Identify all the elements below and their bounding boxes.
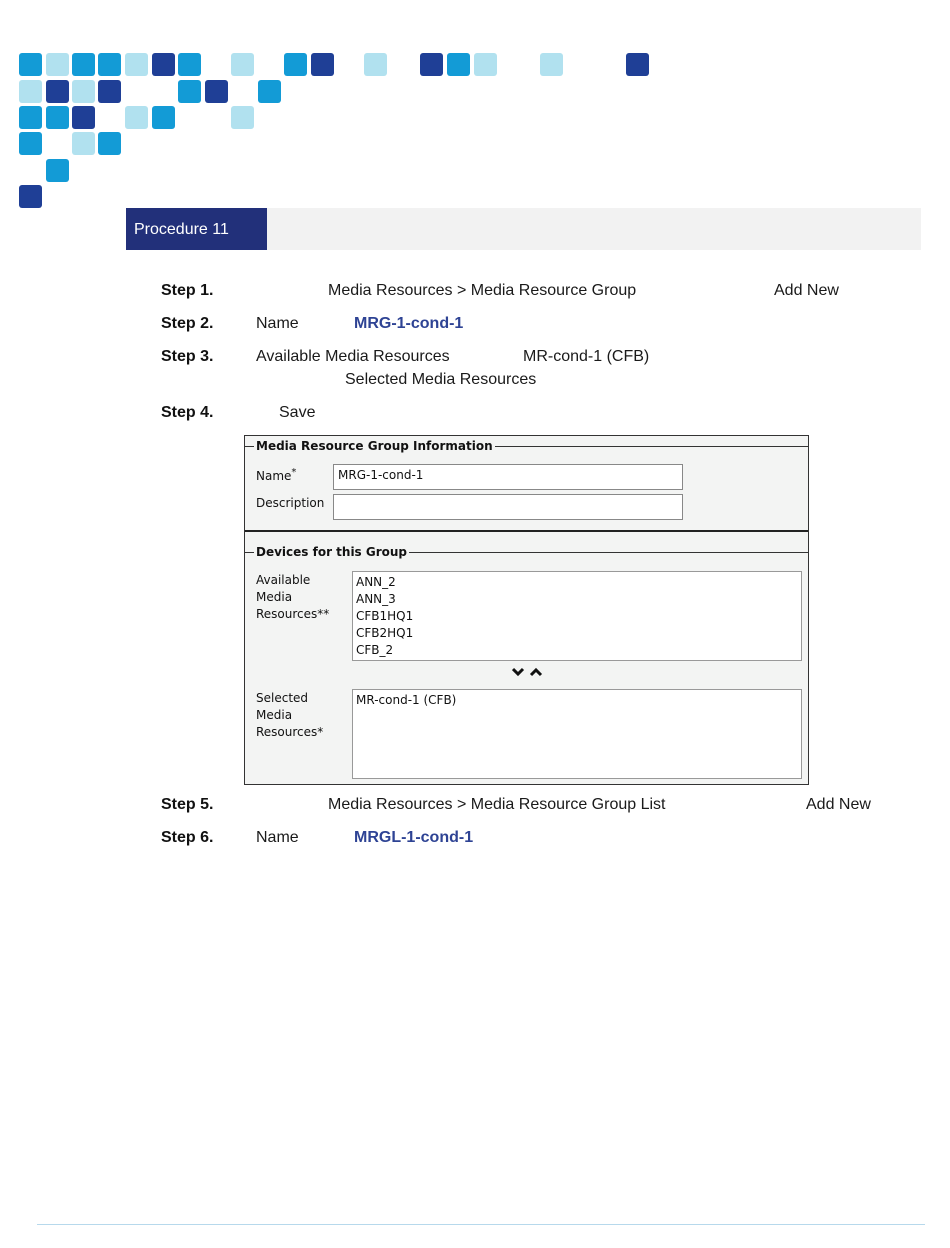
mosaic-square [205,80,228,103]
mosaic-square [284,53,307,76]
step-2-field: Name [256,315,299,332]
step-5-path: Media Resources > Media Resource Group List [328,796,666,813]
step-4-action: Save [279,404,316,421]
available-resources-label: Available Media Resources** [256,573,330,621]
list-item[interactable]: ANN_3 [356,592,396,606]
mosaic-square [420,53,443,76]
mosaic-square [364,53,387,76]
mosaic-square [72,132,95,155]
list-item[interactable]: ANN_2 [356,575,396,589]
step-1-number: Step 1. [161,282,214,299]
move-up-icon[interactable] [531,670,541,675]
mosaic-square [258,80,281,103]
description-input[interactable] [333,494,683,520]
selected-resources-label: Selected Media Resources* [256,691,324,739]
step-3-value: MR-cond-1 (CFB) [523,348,650,365]
mosaic-square [125,53,148,76]
mosaic-square [152,106,175,129]
group-info-legend: Media Resource Group Information [256,439,493,453]
mosaic-square [178,80,201,103]
step-3-target: Selected Media Resources [345,371,537,388]
mosaic-square [474,53,497,76]
mosaic-square [19,106,42,129]
step-6-number: Step 6. [161,829,214,846]
mosaic-square [46,80,69,103]
step-5-number: Step 5. [161,796,214,813]
mosaic-square [98,53,121,76]
mosaic-square [19,53,42,76]
mosaic-square [626,53,649,76]
required-mark: * [291,467,297,478]
step-6-field: Name [256,829,299,846]
step-2-number: Step 2. [161,315,214,332]
move-arrows-icon [512,666,546,678]
list-item[interactable]: MR-cond-1 (CFB) [356,693,457,707]
mosaic-square [72,53,95,76]
list-item[interactable]: CFB1HQ1 [356,609,414,623]
mosaic-square [231,53,254,76]
mosaic-square [46,159,69,182]
mosaic-square [46,53,69,76]
required-mark: * [317,725,324,739]
footer-rule [37,1224,925,1225]
mosaic-square [72,106,95,129]
mosaic-square [98,132,121,155]
step-3-number: Step 3. [161,348,214,365]
mosaic-square [311,53,334,76]
step-2-value: MRG-1-cond-1 [354,315,464,332]
mosaic-square [125,106,148,129]
devices-legend: Devices for this Group [256,545,408,559]
mosaic-square [46,106,69,129]
mosaic-square [152,53,175,76]
mosaic-square [447,53,470,76]
required-mark: ** [317,607,330,621]
mosaic-square [19,80,42,103]
step-6-value: MRGL-1-cond-1 [354,829,474,846]
group-info-fieldset [245,439,808,453]
step-5-action: Add New [806,796,871,813]
step-1-action: Add New [774,282,839,299]
move-down-icon[interactable] [513,669,523,674]
mosaic-square [540,53,563,76]
mosaic-square [231,106,254,129]
mosaic-square [19,132,42,155]
step-3-field: Available Media Resources [256,348,450,365]
media-resource-group-screenshot [244,435,809,785]
move-arrows [512,666,546,682]
procedure-title: Procedure 11 [126,208,267,250]
list-item[interactable]: CFB_2 [356,643,394,657]
section-divider [245,530,808,532]
description-label: Description [256,496,325,510]
devices-fieldset [245,545,808,559]
mosaic-square [98,80,121,103]
mosaic-square [72,80,95,103]
step-4-number: Step 4. [161,404,214,421]
name-input[interactable]: MRG-1-cond-1 [333,464,683,490]
list-item[interactable]: CFB2HQ1 [356,626,414,640]
procedure-bar [126,208,921,250]
step-1-path: Media Resources > Media Resource Group [328,282,637,299]
available-resources-list[interactable] [352,571,802,661]
mosaic-square [19,185,42,208]
mosaic-square [178,53,201,76]
name-label: Name* [256,467,297,483]
selected-resources-list[interactable] [352,689,802,779]
